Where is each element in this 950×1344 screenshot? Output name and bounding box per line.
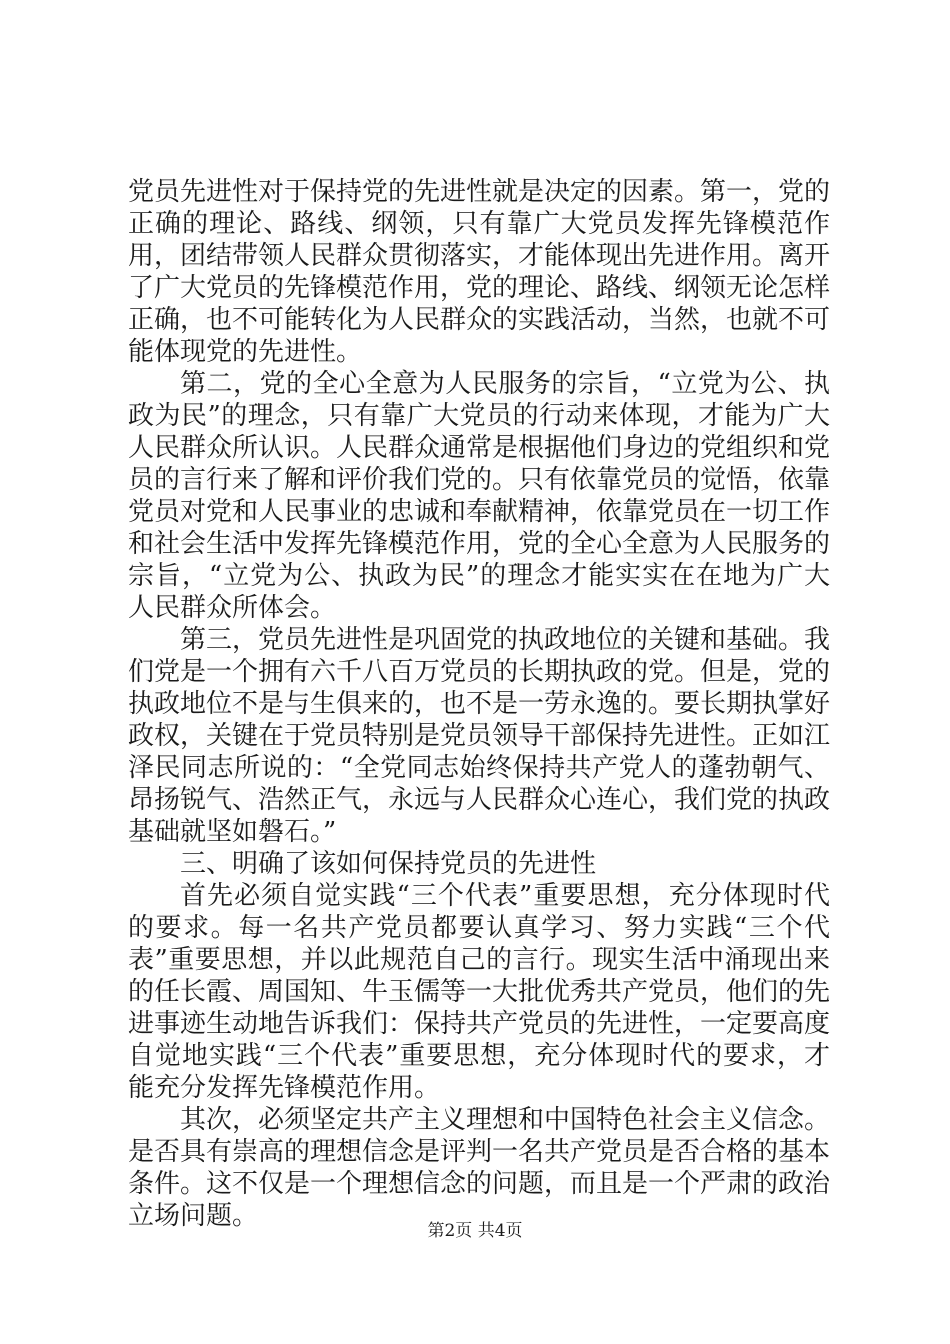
paragraph-4: 首先必须自觉实践“三个代表”重要思想，充分体现时代的要求。每一名共产党员都要认真学习、努力实践“三个代表”重要思想，并以此规范自己的言行。现实生活中涌现出来的任长霞、周国知、牛玉儒等一大批优秀共产党员，他们的先进事迹生动地告诉我们：保持共产党员的先进性，一定要高度自觉地实践“三个代表”重要思想，充分体现时代的要求，才能充分发挥先锋模范作用。 (128, 881, 831, 1103)
section-heading: 三、明确了该如何保持党员的先进性 (180, 849, 597, 879)
page-number-footer: 第2页 共4页 (427, 1221, 523, 1241)
paragraph-1: 党员先进性对于保持党的先进性就是决定的因素。第一，党的正确的理论、路线、纲领，只有靠广大党员发挥先锋模范作用，团结带领人民群众贯彻落实，才能体现出先进作用。离开了广大党员的先锋模范作用，党的理论、路线、纲领无论怎样正确，也不可能转化为人民群众的实践活动，当然，也就不可能体现党的先进性。 (128, 177, 831, 367)
paragraph-5: 其次，必须坚定共产主义理想和中国特色社会主义信念。是否具有崇高的理想信念是评判一名共产党员是否合格的基本条件。这不仅是一个理想信念的问题，而且是一个严肃的政治立场问题。 (128, 1105, 831, 1231)
paragraph-3: 第三，党员先进性是巩固党的执政地位的关键和基础。我们党是一个拥有六千八百万党员的长期执政的党。但是，党的执政地位不是与生俱来的，也不是一劳永逸的。要长期执掌好政权，关键在于党员特别是党员领导干部保持先进性。正如江泽民同志所说的：“全党同志始终保持共产党人的蓬勃朝气、昂扬锐气、浩然正气，永远与人民群众心连心，我们党的执政基础就坚如磐石。” (128, 625, 831, 847)
document-body (128, 176, 830, 1232)
paragraph-2: 第二，党的全心全意为人民服务的宗旨，“立党为公、执政为民”的理念，只有靠广大党员的行动来体现，才能为广大人民群众所认识。人民群众通常是根据他们身边的党组织和党员的言行来了解和评价我们党的。只有依靠党员的觉悟，依靠党员对党和人民事业的忠诚和奉献精神，依靠党员在一切工作和社会生活中发挥先锋模范作用，党的全心全意为人民服务的宗旨，“立党为公、执政为民”的理念才能实实在在地为广大人民群众所体会。 (128, 369, 831, 623)
